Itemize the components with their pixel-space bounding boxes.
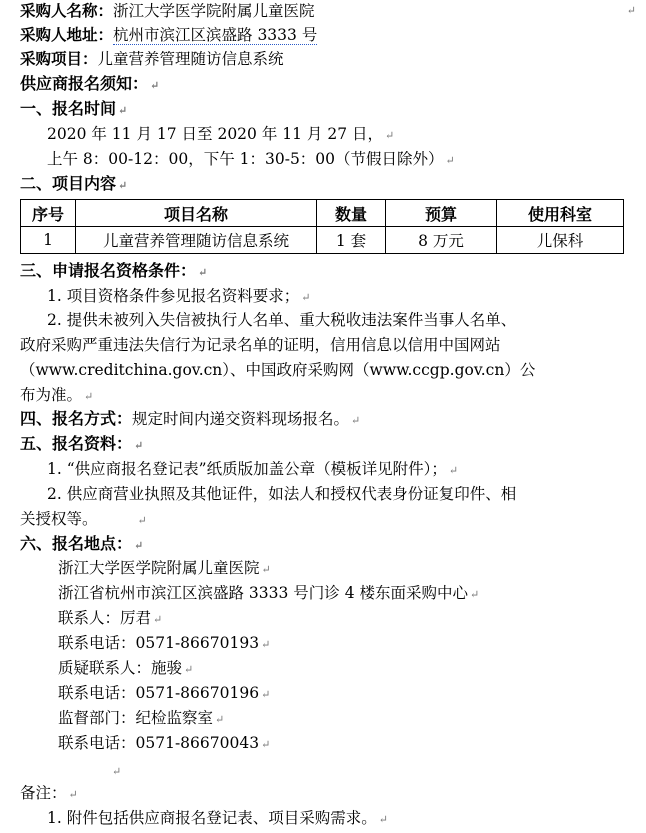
paragraph-mark-icon: ↵ bbox=[301, 291, 311, 304]
paragraph-mark-icon: ↵ bbox=[261, 638, 271, 651]
table-header-cell: 使用科室 bbox=[497, 200, 624, 227]
section6-contact: 联系人：厉君 ↵ bbox=[58, 609, 163, 627]
section5-item2-line2: 关授权等。 ↵ bbox=[20, 510, 147, 528]
remarks-title: 备注： ↵ bbox=[20, 784, 78, 802]
table-cell: 儿保科 bbox=[497, 227, 624, 254]
paragraph-mark-icon: ↵ bbox=[134, 439, 144, 452]
purchaser-address-value: 杭州市滨江区滨盛路 3333 号 bbox=[113, 26, 318, 44]
section5-item1: 1. “供应商报名登记表”纸质版加盖公章（模板详见附件）； ↵ bbox=[47, 460, 459, 478]
notice-title: 供应商报名须知： ↵ bbox=[20, 74, 160, 93]
purchaser-name-label: 采购人名称： bbox=[20, 1, 114, 20]
section6-address: 浙江省杭州市滨江区滨盛路 3333 号门诊 4 楼东面采购中心 ↵ bbox=[58, 584, 480, 602]
project-value: 儿童营养管理随访信息系统 bbox=[97, 50, 284, 68]
paragraph-mark-icon: ↵ bbox=[470, 588, 480, 601]
paragraph-mark-icon: ↵ bbox=[118, 179, 128, 192]
section3-item2-line1: 2. 提供未被列入失信被执行人名单、重大税收违法案件当事人名单、 bbox=[47, 311, 517, 329]
table-cell: 儿童营养管理随访信息系统 bbox=[76, 227, 317, 254]
table-header-cell: 序号 bbox=[21, 200, 76, 227]
section6-phone2: 联系电话：0571-86670196 ↵ bbox=[58, 684, 271, 702]
paragraph-mark-icon: ↵ bbox=[448, 464, 459, 477]
paragraph-mark-icon: ↵ bbox=[137, 514, 147, 527]
section3-item2-line4: 布为准。 ↵ bbox=[20, 386, 94, 404]
paragraph-mark-icon: ↵ bbox=[351, 414, 361, 427]
section3-title: 三、申请报名资格条件： ↵ bbox=[20, 261, 208, 280]
section6-supervision: 监督部门：纪检监察室 ↵ bbox=[58, 709, 225, 727]
purchaser-address-label: 采购人地址： bbox=[20, 25, 114, 44]
table-cell: 8 万元 bbox=[386, 227, 497, 254]
paragraph-mark-icon: ↵ bbox=[384, 129, 395, 142]
empty-paragraph bbox=[110, 760, 121, 782]
section4-title: 四、报名方式： bbox=[20, 409, 133, 428]
paragraph-mark-icon: ↵ bbox=[198, 266, 208, 279]
table-header-row bbox=[21, 200, 624, 227]
section3-item2-line3: （www.creditchina.gov.cn）、中国政府采购网（www.ccgp.gov.cn）公 bbox=[20, 361, 536, 379]
section1-date-range: 2020 年 11 月 17 日至 2020 年 11 月 27 日， ↵ bbox=[47, 125, 395, 143]
project-line bbox=[20, 49, 284, 69]
project-label: 采购项目： bbox=[20, 49, 98, 68]
paragraph-mark-icon: ↵ bbox=[134, 539, 144, 552]
paragraph-mark-icon: ↵ bbox=[626, 4, 636, 17]
section4-text: 规定时间内递交资料现场报名。 bbox=[132, 410, 350, 428]
paragraph-mark-icon: ↵ bbox=[261, 563, 271, 576]
section6-query-contact: 质疑联系人：施骏 ↵ bbox=[58, 659, 194, 677]
section5-item2-line1: 2. 供应商营业执照及其他证件，如法人和授权代表身份证复印件、相 bbox=[47, 485, 517, 503]
paragraph-mark-icon: ↵ bbox=[68, 788, 78, 801]
paragraph-mark-icon: ↵ bbox=[118, 104, 128, 117]
table-cell: 1 套 bbox=[317, 227, 386, 254]
paragraph-mark-icon: ↵ bbox=[378, 813, 388, 826]
project-table bbox=[20, 199, 624, 254]
table-row bbox=[21, 227, 624, 254]
paragraph-mark-icon: ↵ bbox=[445, 154, 455, 167]
section3-item2-line2: 政府采购严重违法失信行为记录名单的证明，信用信息以信用中国网站 bbox=[20, 336, 501, 354]
purchaser-name-line bbox=[20, 1, 315, 21]
paragraph-mark-icon: ↵ bbox=[112, 765, 122, 778]
paragraph-mark-icon: ↵ bbox=[261, 738, 271, 751]
paragraph-mark-icon: ↵ bbox=[150, 79, 160, 92]
section1-title: 一、报名时间 ↵ bbox=[20, 99, 128, 118]
section6-title: 六、报名地点： ↵ bbox=[20, 534, 144, 553]
section4-line bbox=[20, 409, 360, 431]
paragraph-mark-icon: ↵ bbox=[84, 390, 94, 403]
section3-item1: 1. 项目资格条件参见报名资料要求； ↵ bbox=[47, 287, 311, 305]
table-header-cell: 数量 bbox=[317, 200, 386, 227]
table-cell: 1 bbox=[21, 227, 76, 254]
section5-title: 五、报名资料： ↵ bbox=[20, 434, 144, 453]
purchaser-address-line bbox=[20, 25, 317, 45]
paragraph-mark-icon: ↵ bbox=[184, 663, 194, 676]
remarks-item1: 1. 附件包括供应商报名登记表、项目采购需求。 ↵ bbox=[47, 809, 388, 827]
purchaser-name-value: 浙江大学医学院附属儿童医院 bbox=[113, 2, 315, 20]
section1-hours: 上午 8：00-12：00，下午 1：30-5：00（节假日除外） ↵ bbox=[47, 150, 455, 168]
table-header-cell: 预算 bbox=[386, 200, 497, 227]
section6-phone3: 联系电话：0571-86670043 ↵ bbox=[58, 734, 271, 752]
paragraph-mark-icon: ↵ bbox=[261, 688, 271, 701]
paragraph-mark-icon: ↵ bbox=[215, 713, 225, 726]
section6-phone1: 联系电话：0571-86670193 ↵ bbox=[58, 634, 271, 652]
table-header-cell: 项目名称 bbox=[76, 200, 317, 227]
section6-hospital: 浙江大学医学院附属儿童医院 ↵ bbox=[58, 559, 271, 577]
paragraph-mark-icon: ↵ bbox=[153, 613, 163, 626]
section2-title: 二、项目内容 ↵ bbox=[20, 174, 128, 193]
